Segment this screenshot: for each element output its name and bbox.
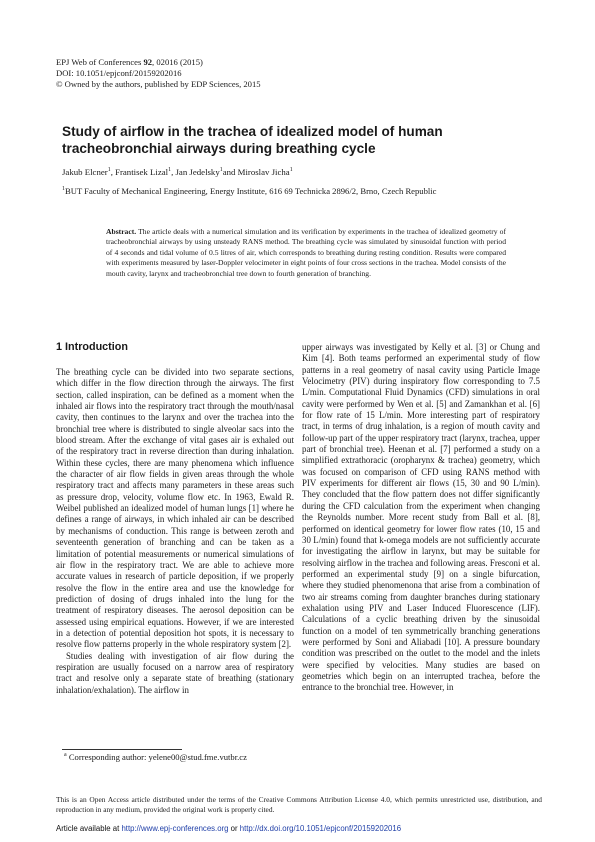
epj-link[interactable]: http://www.epj-conferences.org: [121, 824, 229, 833]
author-list: Jakub Elcner$^1$, Frantisek Lizal$^1$, Jan Jedelsky$^1$and Miroslav Jicha$^1$: [62, 167, 293, 177]
doi: DOI: 10.1051/epjconf/20159202016: [56, 68, 182, 79]
journal-citation: EPJ Web of Conferences 92, 02016 (2015): [56, 57, 203, 67]
availability-line: Article available at http://www.epj-conferences.org or http://dx.doi.org/10.1051/epjconf/20159202016: [56, 824, 402, 833]
copyright: © Owned by the authors, published by EDP Sciences, 2015: [56, 79, 261, 90]
section-heading: 1 Introduction: [56, 341, 128, 353]
abstract-text: The article deals with a numerical simulation and its verification by experiments in the trachea of idealized geometry of tracheobronchial airways by using unsteady RANS method. The breathing cycle was simulated by sinusoidal function with period of 4 seconds and tidal volume of 0.5 litres of air, which corresponds to breathing during resting condition. Results were compared with experiments measured by laser-Doppler velocimeter in eight points of four cross sections in the trachea. Model consists of the mouth cavity, larynx and tracheobronchial tree down to fourth generation of branching.: [106, 227, 506, 278]
doi-link[interactable]: http://dx.doi.org/10.1051/epjconf/20159202016: [239, 824, 402, 833]
journal-header: [56, 57, 261, 91]
footnote-divider: [62, 749, 182, 750]
right-column: [302, 342, 540, 694]
abstract: [106, 227, 506, 279]
license-notice: This is an Open Access article distributed under the terms of the Creative Commons Attribution License 4.0, which permits unrestricted use, distribution, and reproduction in any medium, provided the original work is properly cited.: [56, 795, 542, 815]
paragraph: upper airways was investigated by Kelly et al. [3] or Chung and Kim [4]. Both teams performed an experimental study of flow patterns in a real geometry of nasal cavity using Particle Image Velocimetry (PIV) during inspiratory flow corresponding to 7.5 L/min. Computational Fluid Dynamics (CFD) simulations in oral cavity were performed by Wen et al. [5] and Zamankhan et al. [6] for flow rate of 15 L/min. More interesting part of respiratory tract, in terms of drug inhalation, is a region of mouth cavity and follow-up part of the upper respiratory tract (larynx, trachea, upper part of bronchial tree). Heenan et al. [7] performed a study on a simplified extrathoracic (oropharynx & trachea) geometry, which was focused on comparison of CFD using RANS method with PIV experiments for different air flows (15, 30 and 90 L/min). They concluded that the flow pattern does not differ significantly during the CFD calculation from the experiment when changing the Reynolds number. More recent study from Ball et al. [8], performed on identical geometry for lower flow rates (10, 15 and 30 L/min) found that k-omega models are not sufficiently accurate for investigating the airflow in larynx, but may be suitable for resolving airflow in the trachea and following areas. Fresconi et al. performed an experimental study [9] on a single bifurcation, where they studied phenomenona that arise from a combination of two air streams coming from daughter branches during stationary exhalation using PIV and Laser Induced Fluorescence (LIF). Calculations of a cyclic breathing driven by the sinusoidal function on a model of ten symmetrically branching generations were performed by Soni and Aliabadi [10]. A pressure boundary condition was prescribed on the outlet to the model and the inlets were specified by velocities. Many studies are based on geometries which begin on an interrupted trachea, before the entrance to the bronchial tree. However, in: [302, 342, 540, 693]
affiliation: $^1$BUT Faculty of Mechanical Engineering, Energy Institute, 616 69 Technicka 2896/2, Brno, Czech Republic: [62, 186, 437, 196]
journal-volume: 92: [143, 57, 153, 67]
paper-title: Study of airflow in the trachea of idealized model of human tracheobronchial airways during breathing cycle: [62, 124, 443, 156]
left-column: [56, 367, 294, 696]
abstract-label: Abstract.: [106, 227, 137, 236]
footnote: $^a$ Corresponding author: yelene00@stud.fme.vutbr.cz: [64, 752, 247, 762]
paragraph: The breathing cycle can be divided into two separate sections, which differ in the flow direction through the airways. The first section, called inspiration, can be defined as a moment when the inhaled air flows into the respiratory tract through the mouth/nasal cavity, then continues to the larynx and over the trachea into the bronchial tree where is distributed to single alveolar sacs into the blood stream. After the exchange of vital gases air is exhaled out of the respiratory tract in reverse direction than during inhalation. Within these cycles, there are many phenomena which influence the character of air flow fields in given areas through the whole respiratory tract and affects many parameters in these areas such as pressure drop, velocity, volume flow etc. In 1963, Ewald R. Weibel published an idealized model of human lungs [1] where he defines a range of airways, in which inhaled air can be described by mechanisms of conduction. This range is between zeroth and seventeenth generation of branching and can be taken as a limitation of potential measurements or numerical simulations of air flow in the respiratory tract. We are able to achieve more accurate values in research of particle deposition, if we properly resolve the flow in the entire area and use the knowledge for prediction of dosing of drugs inhaled into the lung for the treatment of respiratory diseases. The aerosol deposition can be assessed using empirical equations. However, if we are interested in a detection of potential deposition hot spots, it is necessary to resolve flow patterns properly in the whole respiratory system [2].: [56, 367, 294, 650]
paragraph: Studies dealing with investigation of air flow during the respiration are usually focused on a narrow area of respiratory tract and resolve only a separate state of breathing (stationary inhalation/exhalation). The airflow in: [56, 650, 294, 695]
